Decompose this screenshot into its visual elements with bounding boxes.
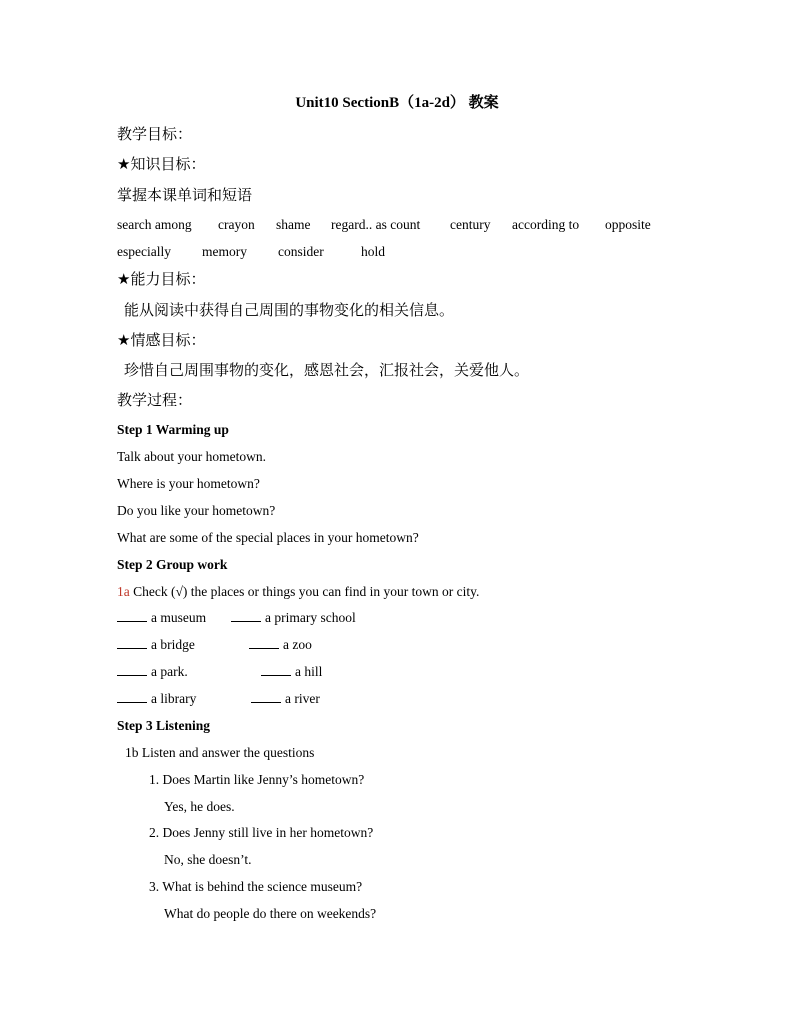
- answer-blank[interactable]: [251, 690, 281, 703]
- step1-heading: Step 1 Warming up: [117, 422, 229, 437]
- answer: What do people do there on weekends?: [164, 906, 377, 921]
- answer: No, she doesn’t.: [164, 852, 252, 867]
- process-label: 教学过程：: [117, 391, 193, 409]
- step3-heading: Step 3 Listening: [117, 718, 211, 733]
- step2-task: [117, 583, 479, 601]
- answer-blank[interactable]: [249, 636, 279, 649]
- step1-line: What are some of the special places in your hometown?: [117, 530, 419, 545]
- step3-task: 1b Listen and answer the questions: [125, 745, 315, 760]
- master-words-label: 掌握本课单词和短语: [117, 186, 253, 204]
- vocab-word: hold: [361, 244, 386, 259]
- vocab-row-2: [117, 243, 385, 261]
- task-text: Check (√) the places or things you can find in your town or city.: [129, 584, 480, 599]
- step1-line: Do you like your hometown?: [117, 503, 276, 518]
- task-label: 1a: [117, 584, 130, 599]
- answer-blank[interactable]: [117, 663, 147, 676]
- answer-blank[interactable]: [117, 636, 147, 649]
- answer: Yes, he does.: [164, 799, 235, 814]
- emotion-goal-text: 珍惜自己周围事物的变化，感恩社会，汇报社会，关爱他人。: [124, 361, 530, 379]
- check-item: a hill: [261, 663, 322, 681]
- answer-blank[interactable]: [231, 609, 261, 622]
- answer-blank[interactable]: [117, 690, 147, 703]
- teaching-goals-label: 教学目标：: [117, 125, 193, 143]
- question: 3. What is behind the science museum?: [149, 879, 363, 894]
- vocab-word: opposite: [605, 217, 651, 232]
- check-item: a river: [251, 690, 320, 708]
- answer-blank[interactable]: [261, 663, 291, 676]
- check-item: a primary school: [231, 609, 356, 627]
- check-item: a bridge: [117, 636, 195, 654]
- question: 1. Does Martin like Jenny’s hometown?: [149, 772, 365, 787]
- step2-heading: Step 2 Group work: [117, 557, 228, 572]
- step1-line: Talk about your hometown.: [117, 449, 267, 464]
- check-item: a library: [117, 690, 196, 708]
- page-title: Unit10 SectionB（1a-2d） 教案: [295, 95, 499, 111]
- vocab-word: crayon: [218, 217, 255, 232]
- check-item: a park.: [117, 663, 188, 681]
- check-item: a zoo: [249, 636, 312, 654]
- knowledge-goal-label: ★知识目标：: [117, 155, 206, 173]
- vocab-word: consider: [278, 244, 324, 259]
- vocab-word: according to: [512, 217, 580, 232]
- ability-goal-text: 能从阅读中获得自己周围的事物变化的相关信息。: [124, 301, 455, 319]
- vocab-word: especially: [117, 244, 171, 259]
- question: 2. Does Jenny still live in her hometown?: [149, 825, 374, 840]
- check-item: a museum: [117, 609, 206, 627]
- vocab-word: memory: [202, 244, 247, 259]
- emotion-goal-label: ★情感目标：: [117, 331, 206, 349]
- vocab-word: regard.. as count: [331, 217, 421, 232]
- vocab-word: century: [450, 217, 491, 232]
- ability-goal-label: ★能力目标：: [117, 270, 206, 288]
- vocab-word: shame: [276, 217, 311, 232]
- vocab-row-1: [117, 216, 651, 234]
- vocab-word: search among: [117, 217, 192, 232]
- step1-line: Where is your hometown?: [117, 476, 260, 491]
- answer-blank[interactable]: [117, 609, 147, 622]
